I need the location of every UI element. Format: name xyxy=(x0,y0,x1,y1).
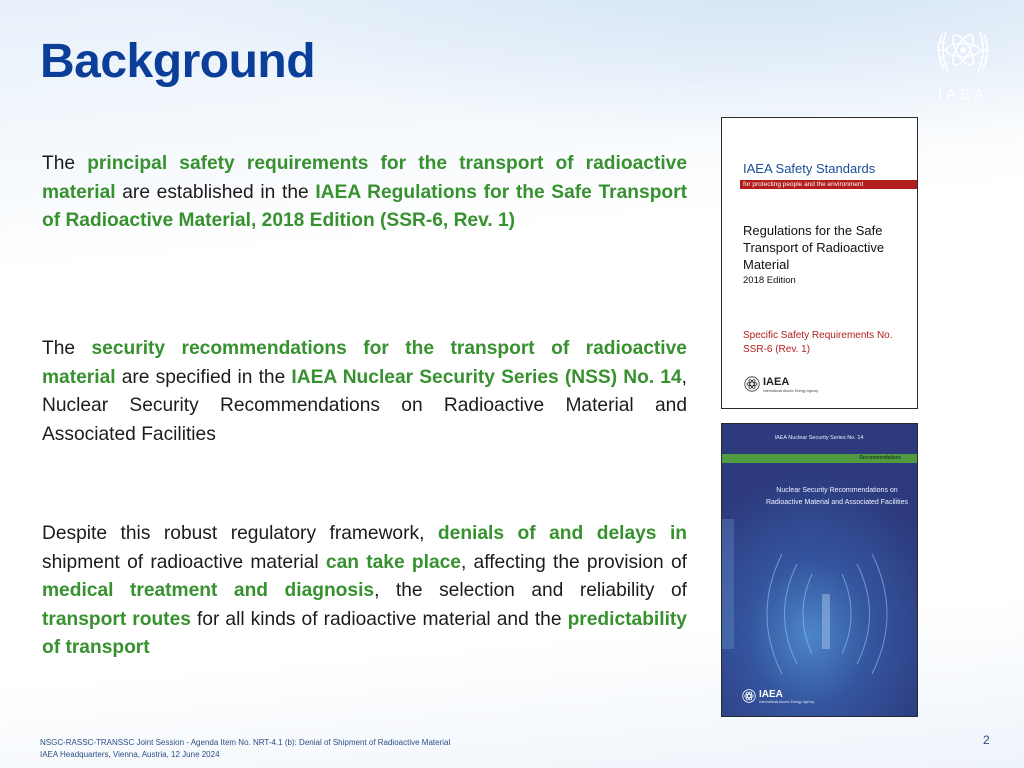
book-logo xyxy=(742,689,832,705)
highlight-text: medical treatment and diagnosis xyxy=(42,580,375,601)
text: , Nuclear Security Recommendations on Radioactive Material and Associated Facilities xyxy=(42,366,687,445)
text: shipment of radioactive material xyxy=(42,551,326,573)
highlight-text: IAEA Nuclear Security Series (NSS) No. 14 xyxy=(291,366,682,388)
text: are specified in the xyxy=(115,366,292,388)
iaea-logo xyxy=(928,20,998,106)
paragraph-transport-safety xyxy=(42,150,687,236)
highlight-text: predictability of transport xyxy=(42,608,687,658)
book-title: Regulations for the Safe Transport of Radioactive Material xyxy=(743,223,885,272)
book-edition: 2018 Edition xyxy=(743,275,796,286)
highlight-text: principal safety requirements for the transport of radioactive material xyxy=(42,153,687,203)
book-logo-subtitle: International Atomic Energy Agency xyxy=(763,389,819,393)
iaea-emblem-icon xyxy=(742,689,756,703)
book-series-title: IAEA Safety Standards xyxy=(743,161,876,176)
nss14-book-cover xyxy=(721,423,918,717)
footer-line-location: IAEA Headquarters, Vienna, Austria, 12 June 2024 xyxy=(40,749,220,759)
book-logo-text: IAEA xyxy=(759,689,783,700)
footer-line-session: NSGC-RASSC-TRANSSC Joint Session - Agenda Item No. NRT-4.1 (b): Denial of Shipment of Radioactive Material xyxy=(40,738,451,747)
iaea-emblem-icon xyxy=(928,20,998,86)
iaea-emblem-icon xyxy=(744,376,760,392)
highlight-text: transport routes xyxy=(42,608,191,630)
iaea-logo-text: IAEA xyxy=(937,86,989,103)
book-logo-text: IAEA xyxy=(763,376,790,388)
book-band: Recommendations xyxy=(722,454,917,463)
ssr6-book-cover xyxy=(721,117,918,409)
text: are established in the xyxy=(115,181,316,203)
footer xyxy=(40,737,450,760)
text: for all kinds of radioactive material and the xyxy=(190,608,568,630)
text: The xyxy=(42,338,92,359)
book-title: Nuclear Security Recommendations on Radioactive Material and Associated Facilities xyxy=(765,487,908,506)
text: The xyxy=(42,153,88,174)
book-logo xyxy=(744,376,834,392)
text: Despite this robust regulatory framework, xyxy=(42,523,438,544)
book-band: for protecting people and the environment xyxy=(740,180,917,189)
book-series-title: IAEA Nuclear Security Series No. 14 xyxy=(774,435,864,441)
highlight-text: denials of and delays in xyxy=(437,523,688,544)
highlight-text: IAEA Regulations for the Safe Transport of Radioactive Material, 2018 Edition (SSR-6, Rev. 1) xyxy=(42,181,687,231)
highlight-text: security recommendations for the transport of radioactive material xyxy=(42,338,687,388)
slide-title: Background xyxy=(40,35,316,88)
text: , the selection and reliability of xyxy=(374,580,687,601)
text: , affecting the provision of xyxy=(460,551,687,573)
paragraph-denials-delays xyxy=(42,520,687,663)
highlight-text: can take place xyxy=(325,551,461,573)
book-logo-subtitle: International Atomic Energy Agency xyxy=(759,700,815,704)
paragraph-security-recommendations xyxy=(42,335,687,449)
book-spec: Specific Safety Requirements No. SSR-6 (Rev. 1) xyxy=(743,330,893,355)
page-number: 2 xyxy=(983,733,990,747)
book-cover-pattern xyxy=(722,424,916,715)
